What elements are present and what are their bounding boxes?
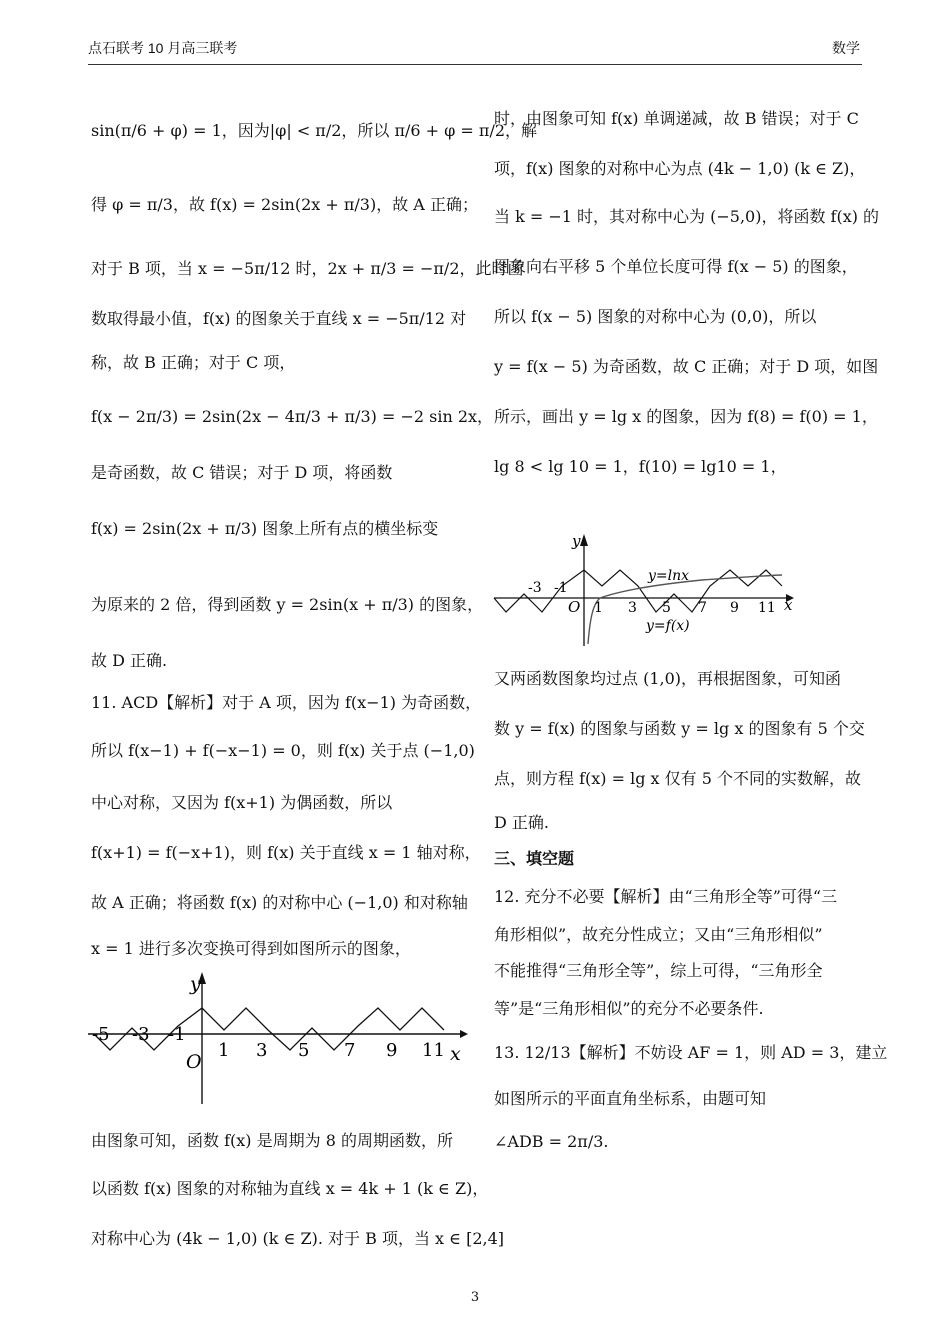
text-line: x = 1 进行多次变换可得到如图所示的图象，	[91, 939, 411, 958]
text-line: 点，则方程 f(x) = lg x 仅有 5 个不同的实数解，故	[494, 769, 862, 788]
text-line: 当 k = −1 时，其对称中心为 (−5,0)，将函数 f(x) 的	[494, 207, 880, 226]
text-line: 11. ACD【解析】对于 A 项，因为 f(x−1) 为奇函数，	[91, 693, 482, 712]
text-line: 对称中心为 (4k − 1,0) (k ∈ Z). 对于 B 项，当 x ∈ [2,4]	[91, 1229, 505, 1248]
text-line: 由图象可知，函数 f(x) 是周期为 8 的周期函数，所	[91, 1131, 453, 1150]
text-line: 所示，画出 y = lg x 的图象，因为 f(8) = f(0) = 1，	[494, 407, 878, 426]
text-line: 图象向右平移 5 个单位长度可得 f(x − 5) 的图象，	[494, 257, 858, 276]
text-line: 故 A 正确；将函数 f(x) 的对称中心 (−1,0) 和对称轴	[91, 893, 468, 912]
text-line: ∠ADB = 2π/3.	[494, 1132, 609, 1151]
y-axis-label: y	[572, 532, 581, 550]
text-line: 如图所示的平面直角坐标系，由题可知	[494, 1089, 767, 1108]
tick-label: 3	[256, 1040, 268, 1061]
tick-label: 5	[662, 600, 671, 616]
text-line: 12. 充分不必要【解析】由“三角形全等”可得“三	[494, 887, 838, 906]
origin-label: O	[568, 598, 581, 616]
text-line: 以函数 f(x) 图象的对称轴为直线 x = 4k + 1 (k ∈ Z)，	[91, 1179, 489, 1198]
curve-label: y=lnx	[648, 568, 690, 584]
text-line: f(x+1) = f(−x+1)，则 f(x) 关于直线 x = 1 轴对称，	[91, 843, 481, 862]
text-line: 等”是“三角形相似”的充分不必要条件.	[494, 999, 764, 1018]
x-axis-label: x	[784, 596, 793, 614]
figure-periodic-zigzag	[88, 964, 468, 1104]
origin-label: O	[186, 1051, 202, 1073]
y-axis-arrow-icon	[580, 534, 588, 546]
text-line: f(x − 2π/3) = 2sin(2x − 4π/3 + π/3) = −2 sin 2x，	[91, 407, 494, 426]
text-line: lg 8 < lg 10 = 1，f(10) = lg10 = 1，	[494, 457, 787, 476]
tick-label: 9	[730, 600, 739, 616]
text-line: 为原来的 2 倍，得到函数 y = 2sin(x + π/3) 的图象，	[91, 595, 484, 614]
text-line: 数取得最小值，f(x) 的图象关于直线 x = −5π/12 对	[91, 309, 467, 328]
section-heading: 三、填空题	[494, 849, 575, 868]
figure-zigzag-with-ln	[492, 528, 802, 648]
y-axis-label: y	[190, 973, 201, 995]
tick-label: 1	[218, 1040, 230, 1061]
text-line: 时，由图象可知 f(x) 单调递减，故 B 错误；对于 C	[494, 109, 859, 128]
text-line: f(x) = 2sin(2x + π/3) 图象上所有点的横坐标变	[91, 519, 439, 538]
text-line: 所以 f(x−1) + f(−x−1) = 0，则 f(x) 关于点 (−1,0)	[91, 741, 475, 760]
tick-label: 9	[386, 1040, 398, 1061]
x-axis-arrow-icon	[460, 1030, 468, 1038]
zigzag-label: y=f(x)	[646, 618, 690, 634]
text-line: 是奇函数，故 C 错误；对于 D 项，将函数	[91, 463, 393, 482]
x-axis-label: x	[450, 1043, 461, 1065]
tick-label: -5	[92, 1024, 110, 1045]
tick-label: 1	[594, 600, 603, 616]
text-line: D 正确.	[494, 813, 550, 832]
tick-label: 3	[628, 600, 637, 616]
text-line: 不能推得“三角形全等”，综上可得，“三角形全	[494, 961, 823, 980]
page-number: 3	[470, 1290, 480, 1305]
text-line: 所以 f(x − 5) 图象的对称中心为 (0,0)，所以	[494, 307, 817, 326]
tick-label: -1	[168, 1024, 186, 1045]
text-line: 故 D 正确.	[91, 651, 168, 670]
text-line: 角形相似”，故充分性成立；又由“三角形相似”	[494, 925, 823, 944]
tick-label: 7	[698, 600, 707, 616]
header-right: 数学	[832, 40, 860, 56]
text-line: 13. 12/13【解析】不妨设 AF = 1，则 AD = 3，建立	[494, 1043, 888, 1062]
header-divider	[88, 64, 862, 65]
tick-label: -3	[528, 580, 542, 596]
text-line: 数 y = f(x) 的图象与函数 y = lg x 的图象有 5 个交	[494, 719, 865, 738]
text-line: 项，f(x) 图象的对称中心为点 (4k − 1,0) (k ∈ Z)，	[494, 159, 866, 178]
text-line: y = f(x − 5) 为奇函数，故 C 正确；对于 D 项，如图	[494, 357, 879, 376]
tick-label: 7	[344, 1040, 356, 1061]
text-line: 对于 B 项，当 x = −5π/12 时，2x + π/3 = −π/2，此时函	[91, 259, 524, 278]
tick-label: 11	[758, 600, 776, 616]
text-line: sin(π/6 + φ) = 1，因为|φ| < π/2，所以 π/6 + φ = π/2，解	[91, 121, 538, 140]
tick-label: -3	[132, 1024, 150, 1045]
text-line: 又两函数图象均过点 (1,0)，再根据图象，可知函	[494, 669, 842, 688]
header-left: 点石联考 10 月高三联考	[88, 40, 238, 56]
tick-label: -1	[554, 580, 568, 596]
text-line: 中心对称，又因为 f(x+1) 为偶函数，所以	[91, 793, 393, 812]
tick-label: 11	[422, 1040, 445, 1061]
text-line: 称，故 B 正确；对于 C 项，	[91, 353, 296, 372]
text-line: 得 φ = π/3，故 f(x) = 2sin(2x + π/3)，故 A 正确；	[91, 195, 478, 214]
tick-label: 5	[298, 1040, 310, 1061]
